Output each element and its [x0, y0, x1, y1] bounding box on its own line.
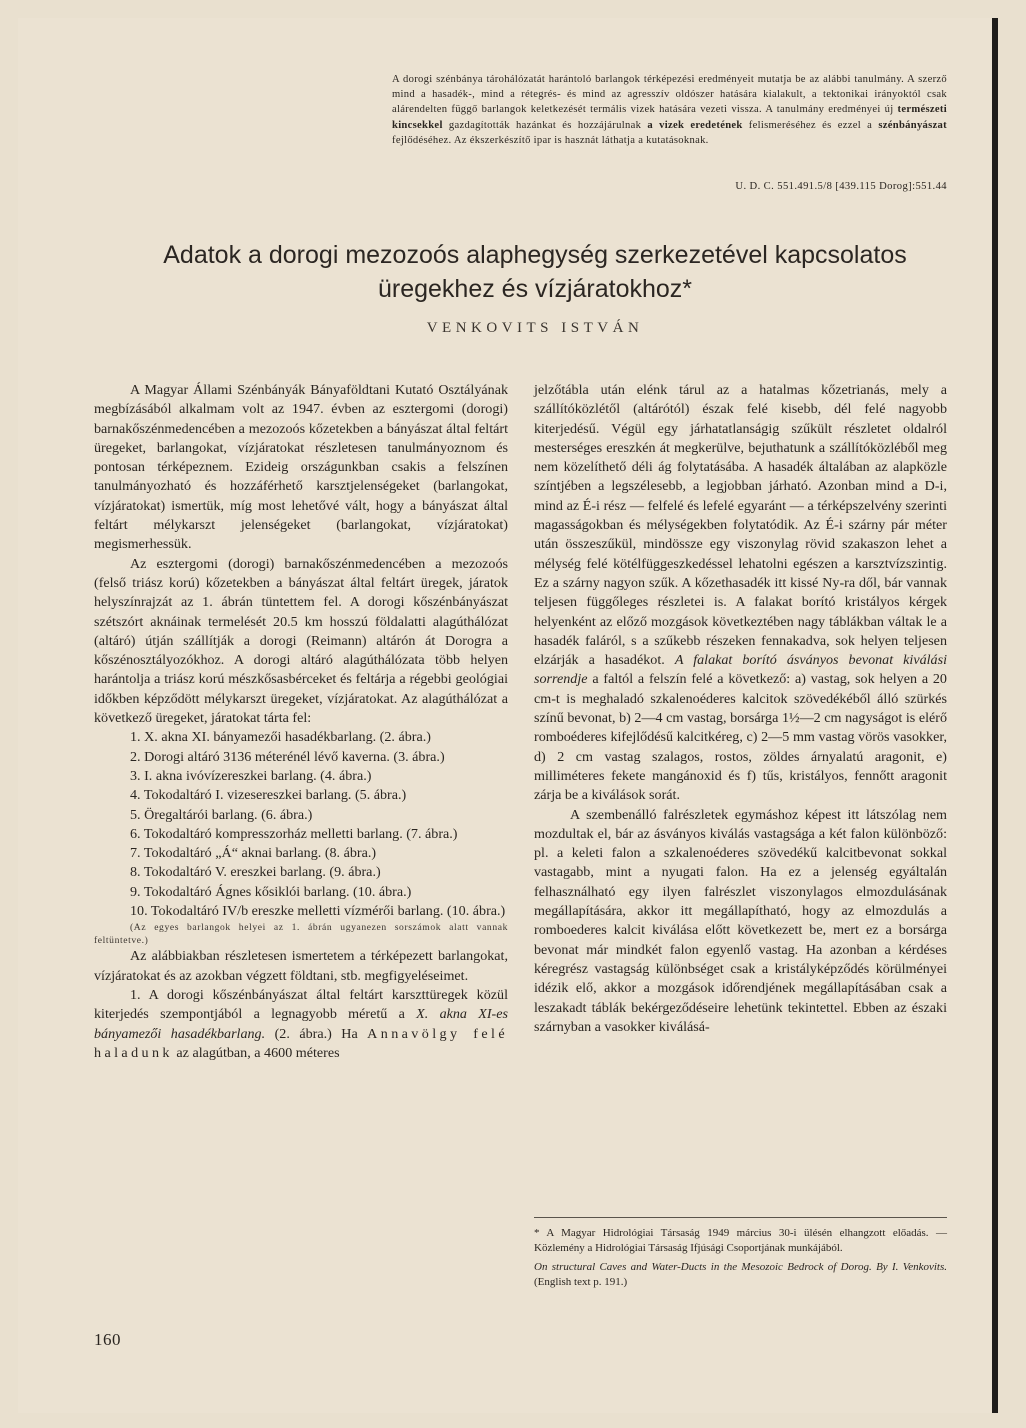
italic-run: A falakat borító ásványos bevonat kiválási sorrendje — [534, 652, 947, 688]
paragraph: A szembenálló falrészletek egymáshoz képest itt látszólag nem mozdultak el, bár az ásványos kiválás vastagsága a két falon különböző: pl. a keleti falon a szkalenoéderes szövedékű kalcitbevonat sokkal vastagabb, mint a nyugati falon. Ha ez a jelenség egyáltalán felhasználható egy ilyen falrészlet viszonylagos elmozdulásának megállapítására, akkor itt megállapítható, hogy az elmozdulás a romboederes kalcit kiválása előtt következett be, mert ez a borsárga bevonat már mindkét falon egyenlő vastag. Ha azonban a kérdéses kéregrész vastagság különbséget csak a kristályképződés körülményei idézik elő, akkor a mozgások időrendjének megállapításában csak a leszakadt táblák bekérgeződéseire lehetünk tekintettel. Ebben az északi szárnyban a vasokker kiválásá- — [534, 806, 947, 1035]
abstract — [392, 72, 947, 148]
english-title-text: On structural Caves and Water-Ducts in the Mesozoic Bedrock of Dorog. By I. Venkovits. — [534, 1261, 947, 1273]
title-line-1: Adatok a dorogi mezozoós alaphegység szerkezetével kapcsolatos — [163, 241, 907, 269]
list-item: 1. X. akna XI. bányamezői hasadékbarlang. (2. ábra.) — [130, 729, 431, 746]
list-note: (Az egyes barlangok helyei az 1. ábrán ugyanezen sorszámok alatt vannak feltüntetve.) — [94, 922, 508, 947]
text-run: (2. ábra.) Ha — [274, 1025, 358, 1042]
list-item: 2. Dorogi altáró 3136 méterénél lévő kaverna. (3. ábra.) — [130, 748, 445, 765]
page-number: 160 — [94, 1330, 121, 1349]
abstract-text: gazdagították hazánkat és hozzájárulnak — [448, 119, 642, 131]
list-item: 6. Tokodaltáró kompresszorház melletti barlang. (7. ábra.) — [130, 825, 458, 842]
text-run: 1. A dorogi kőszénbányászat által feltárt karszttüregek közül kiterjedés szempontjából a legnagyobb méretű a — [94, 986, 508, 1023]
paragraph — [534, 381, 947, 806]
footnote-text: * A Magyar Hidrológiai Társaság 1949 március 30-i ülésén elhangzott előadás. — Közlemény a Hidrológiai Társaság Ifjúsági Csoportjának munkájából. — [534, 1227, 947, 1254]
author-name: VENKOVITS ISTVÁN — [426, 320, 644, 336]
right-column — [534, 381, 947, 1037]
cave-list — [94, 728, 508, 921]
abstract-bold-3: szénbányászat — [878, 119, 947, 131]
list-item: 7. Tokodaltáró „Á“ aknai barlang. (8. ábra.) — [130, 845, 377, 862]
article-title — [60, 238, 1010, 306]
paragraph: Az alábbiakban részletesen ismertetem a térképezett barlangokat, vízjáratokat és az azokban végzett földtani, stb. megfigyeléseimet. — [94, 948, 508, 984]
paragraph: A Magyar Állami Szénbányák Bányaföldtani Kutató Osztályának megbízásából alkalmam volt az 1947. évben az esztergomi (dorogi) barnakőszénmedencében a mezozoós kőzetekben a bányászat által feltárt üregeket, barlangokat, vízjáratokat részletesen tanulmányoznom és pontosan térképeznem. Ezideig országunkban csakis a felszínen tanulmányozható és hozzáférhető karsztjelenségeket (barlangokat, vízjáratokat) ismertük, míg most lehetővé vált, hogy a bányászat által feltárt mélykarszt jelenségeket (barlangokat, vízjáratokat) megismerhessük. — [94, 382, 508, 553]
list-item: 9. Tokodaltáró Ágnes kősiklói barlang. (10. ábra.) — [130, 883, 412, 900]
spaced-run: Annavölgy felé haladunk — [94, 1025, 508, 1061]
abstract-bold-1: természeti kincsekkel — [392, 104, 947, 131]
list-item: 3. I. akna ivóvízereszkei barlang. (4. ábra.) — [130, 767, 372, 784]
abstract-text: A dorogi szénbánya tárohálózatát harántoló barlangok térképezési eredményeit mutatja be az alábbi tanulmány. A szerző mind a hasadék-, mind a rétegrés- és mind az agresszív oldószer hatására kialakult, a tektonikai irányoktól csak alárendelten függő barlangok keletkezését termális vizek hatására vezeti vissza. A tanulmány eredményei új — [392, 74, 947, 116]
list-item: 4. Tokodaltáró I. vizesereszkei barlang. (5. ábra.) — [130, 787, 407, 804]
paragraph — [94, 986, 508, 1063]
title-line-2: üregekhez és vízjáratokhoz* — [377, 275, 693, 303]
text-run: az alagútban, a 4600 méteres — [176, 1044, 340, 1061]
list-item: 8. Tokodaltáró V. ereszkei barlang. (9. ábra.) — [130, 864, 381, 881]
paragraph: Az esztergomi (dorogi) barnakőszénmedencében a mezozoós (felső triász korú) kőzetekben a bányászat által feltárt üregek, járatok helyszínrajzát az 1. ábrán tüntettem fel. A dorogi kőszénbányászat szétszórt aknáinak termelését 20.5 km hosszú földalatti alagúthálózat (altáró) útján szállítják a dorogi (Reimann) altárón át Dorogra a kőszénosztályozókhoz. A dorogi altáró alagúthálózata több helyen harántolja a triász korú mészkősasbérceket és feltárja a régebbi geológiai időkben képződött mélykarszt üregeket, vízjáratokat. Az alagúthálózat a következő üregeket, járatokat tárta fel: — [94, 555, 508, 727]
text-run: jelzőtábla után elénk tárul az a hatalmas kőzetrianás, mely a szállítóközlétől (altárótól) észak felé kisebb, dél felé nagyobb kiterjedésű. Végül egy járhatatlanságig szűkült részletet oldalról mesterséges ereszkén át megkerülve, bejuthatunk a szállítóközléből meg nem közelíthető déli ág folytatásába. A hasadék általában az alapközle színtjében a legszélesebb, a legjobban járható. Azonban mind a D-i, mind az É-i rész — felfelé és lefelé egyaránt — a térképszelvény szerinti magasságokban és mélységekben folytatódik. Az É-i szárny pár méter után összeszűkül, mindössze egy viszonylag rövid szakaszon lehet a mélység felé kötélfüggeszkedéssel lehatolni egészen a karsztvízszintig. Ez a szárny nagyon szűk. A kőzethasadék itt kissé Ny-ra dől, bár vannak teljesen függőleges részletei is. A falakat borító kristályos kérgek helyenként az előző mozgások következtében nagy táblákban váltak le a hasadék faláról, s a szűkebb részeken fennakadva, sok helyen teljesen elzárják a hasadékot. — [534, 382, 947, 669]
italic-run: X. akna XI-es bányamezői hasadékbarlang. — [94, 1006, 508, 1042]
footnote — [534, 1217, 947, 1289]
english-title — [534, 1260, 947, 1289]
english-text-ref: (English text p. 191.) — [534, 1275, 628, 1288]
udc-code: U. D. C. 551.491.5/8 [439.115 Dorog]:551.44 — [735, 181, 947, 192]
text-run: a faltól a felszín felé a következő: a) vastag, sok helyen a 20 cm-t is meghaladó szkalenoéderes kalcitok szövedékéből álló szürkés színű bevonat, b) 2—4 cm vastag, borsárga 1½—2 cm nagyságot is elérő romboéderes kifejlődésű kalcitkéreg, c) 2—5 mm vastag vörös vasokker, d) 2 cm vastag szalagos, rostos, zöldes árnyalatú aragonit, e) milliméteres fekete mangánoxid és f) tűs, kristályos, fennőtt aragonit zárja be a kiválások sorát. — [534, 671, 947, 804]
left-column — [94, 381, 508, 1063]
abstract-bold-2: a vizek eredetének — [647, 119, 743, 131]
abstract-text: felismeréséhez és ezzel a — [748, 119, 873, 131]
abstract-text: fejlődéséhez. Az ékszerkészítő ipar is hasznát láthatja a kutatásoknak. — [392, 134, 709, 146]
list-item: 5. Öregaltárói barlang. (6. ábra.) — [130, 806, 313, 823]
list-item: 10. Tokodaltáró IV/b ereszke melletti vízmérői barlang. (10. ábra.) — [130, 903, 506, 920]
